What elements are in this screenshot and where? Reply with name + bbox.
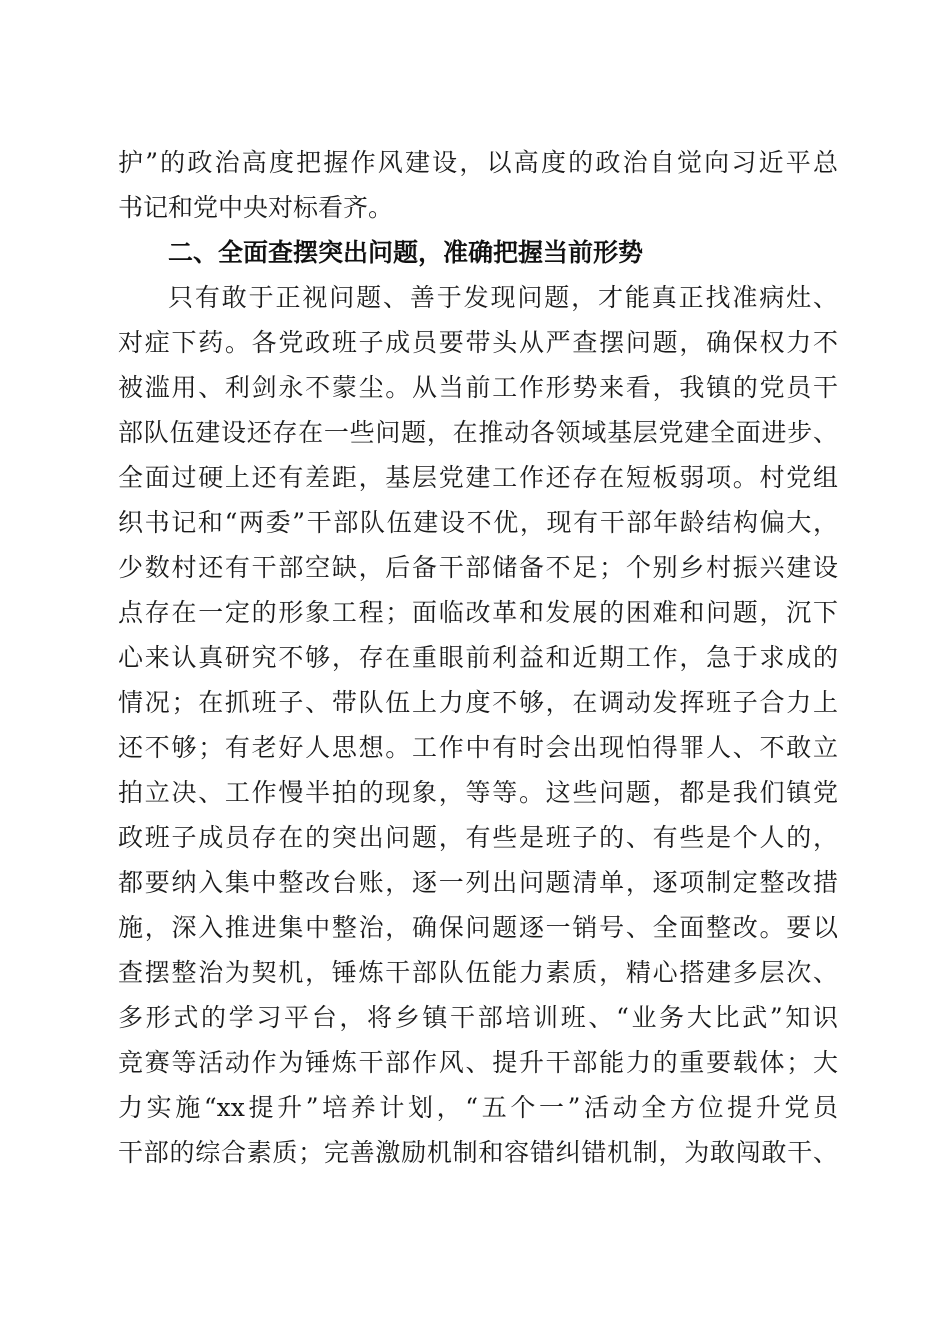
paragraph-line: 竞赛等活动作为锤炼干部作风、提升干部能力的重要载体；大 — [118, 1048, 838, 1077]
paragraph-line: 多形式的学习平台，将乡镇干部培训班、“业务大比武”知识 — [118, 1003, 838, 1032]
paragraph-line: 点存在一定的形象工程；面临改革和发展的困难和问题，沉下 — [118, 598, 838, 627]
paragraph-line: 织书记和“两委”干部队伍建设不优，现有干部年龄结构偏大， — [118, 508, 838, 537]
section-heading: 二、全面查摆突出问题，准确把握当前形势 — [168, 238, 644, 267]
paragraph-line: 书记和党中央对标看齐。 — [118, 193, 394, 222]
paragraph-line: 干部的综合素质；完善激励机制和容错纠错机制，为敢闯敢干、 — [118, 1138, 838, 1167]
paragraph-line: 力实施“xx提升”培养计划，“五个一”活动全方位提升党员 — [118, 1093, 838, 1122]
paragraph-line: 部队伍建设还存在一些问题，在推动各领域基层党建全面进步、 — [118, 418, 838, 447]
paragraph-line: 还不够；有老好人思想。工作中有时会出现怕得罪人、不敢立 — [118, 733, 838, 762]
paragraph-line: 都要纳入集中整改台账，逐一列出问题清单，逐项制定整改措 — [118, 868, 838, 897]
paragraph-line: 心来认真研究不够，存在重眼前利益和近期工作，急于求成的 — [118, 643, 838, 672]
paragraph-line: 政班子成员存在的突出问题，有些是班子的、有些是个人的， — [118, 823, 838, 852]
paragraph-line: 查摆整治为契机，锤炼干部队伍能力素质，精心搭建多层次、 — [118, 958, 838, 987]
paragraph-line: 少数村还有干部空缺，后备干部储备不足；个别乡村振兴建设 — [118, 553, 838, 582]
paragraph-line: 护”的政治高度把握作风建设，以高度的政治自觉向习近平总 — [118, 148, 838, 177]
paragraph-line: 只有敢于正视问题、善于发现问题，才能真正找准病灶、 — [168, 283, 838, 312]
paragraph-line: 情况；在抓班子、带队伍上力度不够，在调动发挥班子合力上 — [118, 688, 838, 717]
paragraph-line: 对症下药。各党政班子成员要带头从严查摆问题，确保权力不 — [118, 328, 838, 357]
paragraph-line: 施，深入推进集中整治，确保问题逐一销号、全面整改。要以 — [118, 913, 838, 942]
paragraph-line: 被滥用、利剑永不蒙尘。从当前工作形势来看，我镇的党员干 — [118, 373, 838, 402]
paragraph-line: 全面过硬上还有差距，基层党建工作还存在短板弱项。村党组 — [118, 463, 838, 492]
paragraph-line: 拍立决、工作慢半拍的现象，等等。这些问题，都是我们镇党 — [118, 778, 838, 807]
